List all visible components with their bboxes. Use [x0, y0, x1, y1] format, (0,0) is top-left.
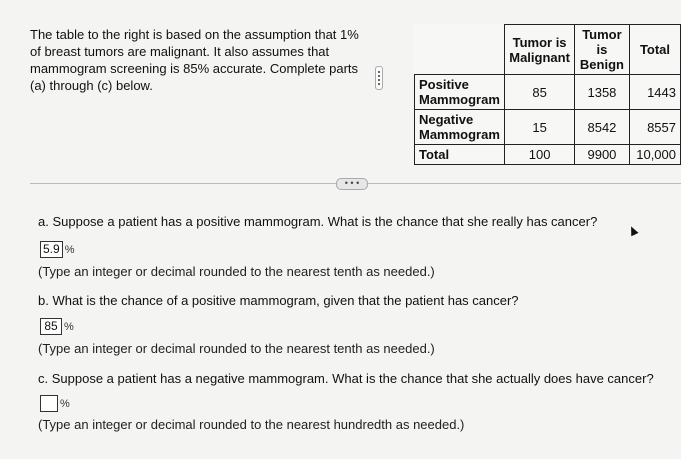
panel-resize-handle[interactable]	[375, 66, 383, 90]
question-b: b. What is the chance of a positive mammogram, given that the patient has cancer?	[38, 293, 519, 308]
table-cell: 9900	[574, 145, 629, 165]
question-c: c. Suppose a patient has a negative mammogram. What is the chance that she actually does have cancer?	[38, 371, 654, 386]
col-header-malignant: Tumor is Malignant	[505, 25, 575, 75]
table-cell: 1358	[574, 75, 629, 110]
row-header-negative: Negative Mammogram	[415, 110, 505, 145]
answer-c-field[interactable]	[40, 395, 58, 412]
mouse-cursor-icon	[627, 225, 638, 237]
answer-a-row	[40, 241, 74, 258]
table-row	[415, 145, 681, 165]
percent-unit: %	[60, 397, 70, 410]
col-header-benign: Tumor is Benign	[574, 25, 629, 75]
percent-unit: %	[64, 320, 74, 333]
table-cell: 10,000	[629, 145, 680, 165]
data-table	[414, 24, 681, 165]
more-options-button[interactable]: • • •	[336, 178, 368, 190]
answer-c-row	[40, 395, 70, 412]
percent-unit: %	[64, 243, 75, 256]
table-corner-cell	[415, 25, 505, 75]
table-cell: 100	[505, 145, 575, 165]
answer-b-field[interactable]: 85	[40, 318, 62, 335]
table-cell: 8542	[574, 110, 629, 145]
row-header-positive: Positive Mammogram	[415, 75, 505, 110]
table-cell: 1443	[629, 75, 680, 110]
hint-a: (Type an integer or decimal rounded to the nearest tenth as needed.)	[38, 264, 435, 279]
answer-b-row	[40, 318, 74, 335]
hint-b: (Type an integer or decimal rounded to the nearest tenth as needed.)	[38, 341, 435, 356]
table-cell: 15	[505, 110, 575, 145]
problem-intro: The table to the right is based on the assumption that 1% of breast tumors are malignant. It also assumes that mammogram screening is 85% accurate. Complete parts (a) through (c) below.	[30, 27, 359, 93]
hint-c: (Type an integer or decimal rounded to the nearest hundredth as needed.)	[38, 417, 465, 432]
table-row	[415, 110, 681, 145]
table-row	[415, 75, 681, 110]
col-header-total: Total	[629, 25, 680, 75]
question-a: a. Suppose a patient has a positive mammogram. What is the chance that she really has cancer?	[38, 214, 598, 229]
table-cell: 85	[505, 75, 575, 110]
table-cell: 8557	[629, 110, 680, 145]
answer-a-field[interactable]: 5.9	[40, 241, 63, 258]
table-header-row	[415, 25, 681, 75]
row-header-total: Total	[415, 145, 505, 165]
